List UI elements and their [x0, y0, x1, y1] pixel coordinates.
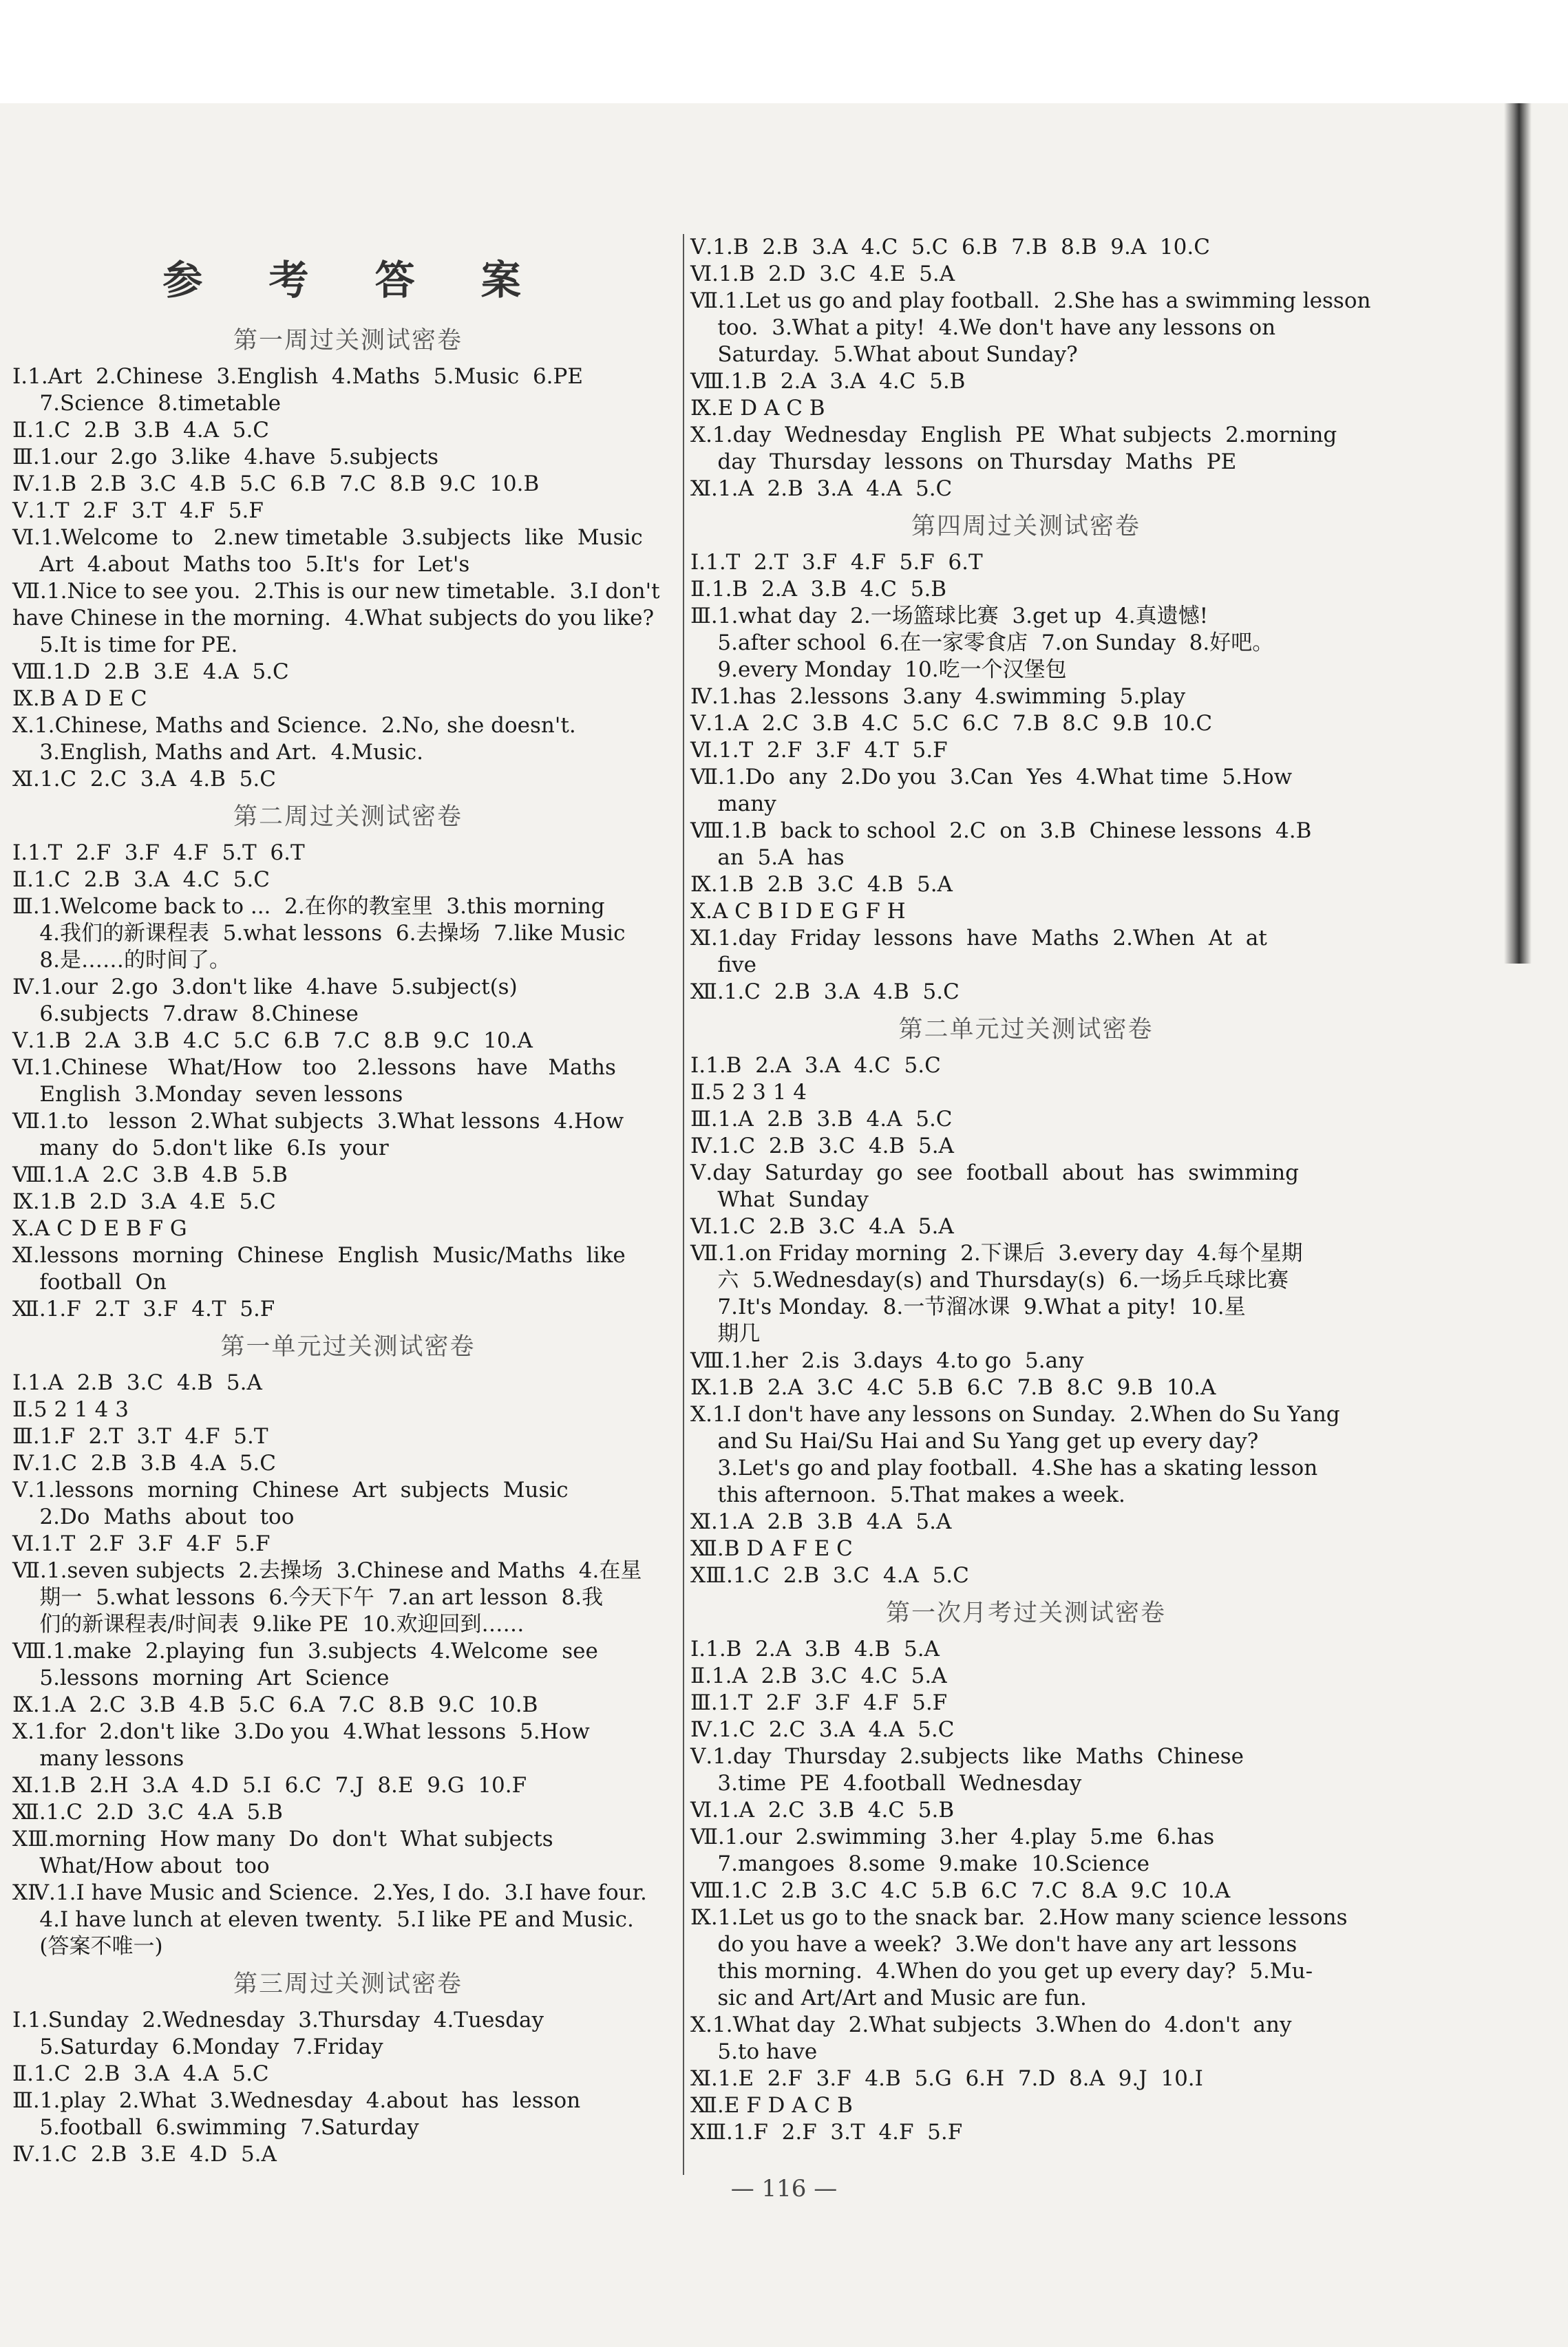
- answer-line: Ⅺ.1.E 2.F 3.F 4.B 5.G 6.H 7.D 8.A 9.J 10.I: [690, 2066, 1203, 2091]
- answer-line: Ⅹ.A C D E B F G: [12, 1216, 187, 1241]
- answer-line: Ⅺ.1.B 2.H 3.A 4.D 5.I 6.C 7.J 8.E 9.G 10.F: [12, 1773, 527, 1798]
- answer-line: 六 5.Wednesday(s) and Thursday(s) 6.一场乒乓球比赛: [690, 1268, 1289, 1293]
- answer-line: Ⅸ.1.B 2.D 3.A 4.E 5.C: [12, 1189, 276, 1214]
- answer-line: ⅩⅢ.morning How many Do don't What subjects: [12, 1827, 553, 1851]
- answer-line: 7.It's Monday. 8.一节溜冰课 9.What a pity! 10.星: [690, 1295, 1246, 1319]
- answer-line: and Su Hai/Su Hai and Su Yang get up every day?: [690, 1429, 1259, 1454]
- answer-line: Ⅻ.1.C 2.B 3.A 4.B 5.C: [690, 979, 960, 1004]
- answer-line: sic and Art/Art and Music are fun.: [690, 1986, 1087, 2010]
- answer-line: Ⅲ.1.what day 2.一场篮球比赛 3.get up 4.真遗憾!: [690, 604, 1209, 628]
- page-number: — 116 —: [730, 2175, 838, 2202]
- answer-line: 3.time PE 4.football Wednesday: [690, 1771, 1082, 1796]
- answer-line: What Sunday: [690, 1187, 869, 1212]
- answer-line: an 5.A has: [690, 845, 845, 870]
- answer-line: Ⅶ.1.Do any 2.Do you 3.Can Yes 4.What time 5.How: [690, 765, 1293, 789]
- answer-line: Ⅱ.1.C 2.B 3.A 4.C 5.C: [12, 867, 270, 892]
- answer-line: Ⅷ.1.B 2.A 3.A 4.C 5.B: [690, 369, 966, 394]
- answer-line: Ⅱ.5 2 3 1 4: [690, 1080, 807, 1105]
- answer-line: Ⅺ.1.C 2.C 3.A 4.B 5.C: [12, 767, 276, 792]
- answer-line: many lessons: [12, 1746, 184, 1771]
- answer-line: Ⅳ.1.C 2.B 3.B 4.A 5.C: [12, 1451, 276, 1476]
- section-heading: 第二单元过关测试密卷: [898, 1016, 1154, 1043]
- answer-line: Ⅹ.1.day Wednesday English PE What subjects 2.morning: [690, 423, 1337, 447]
- answer-line: 5.lessons morning Art Science: [12, 1666, 390, 1690]
- scan-edge-shadow: [1504, 103, 1532, 964]
- right-column: [690, 234, 1371, 2146]
- answer-line: Ⅵ.1.A 2.C 3.B 4.C 5.B: [690, 1798, 955, 1823]
- answer-line: Ⅲ.1.A 2.B 3.B 4.A 5.C: [690, 1107, 953, 1132]
- left-column: [12, 248, 684, 2168]
- answer-line: do you have a week? 3.We don't have any art lessons: [690, 1932, 1297, 1957]
- answer-line: Ⅹ.1.Chinese, Maths and Science. 2.No, she doesn't.: [12, 713, 576, 738]
- answer-line: 7.mangoes 8.some 9.make 10.Science: [690, 1851, 1150, 1876]
- answer-line: Ⅻ.1.F 2.T 3.F 4.T 5.F: [12, 1297, 275, 1321]
- answer-line: English 3.Monday seven lessons: [12, 1082, 403, 1107]
- answer-line: Ⅸ.1.A 2.C 3.B 4.B 5.C 6.A 7.C 8.B 9.C 10.B: [12, 1692, 538, 1717]
- answer-line: Ⅵ.1.B 2.D 3.C 4.E 5.A: [690, 262, 955, 286]
- right-sections: [690, 234, 1371, 2146]
- answer-line: Ⅸ.1.B 2.B 3.C 4.B 5.A: [690, 872, 953, 897]
- answer-line: ⅩⅣ.1.I have Music and Science. 2.Yes, I do. 3.I have four.: [12, 1880, 647, 1905]
- answer-line: Ⅰ.1.B 2.A 3.B 4.B 5.A: [690, 1637, 940, 1661]
- answer-line: Ⅻ.1.C 2.D 3.C 4.A 5.B: [12, 1800, 283, 1825]
- answer-line: Ⅲ.1.Welcome back to ... 2.在你的教室里 3.this morning: [12, 894, 605, 919]
- answer-line: Ⅸ.E D A C B: [690, 396, 825, 421]
- answer-line: this afternoon. 5.That makes a week.: [690, 1483, 1125, 1507]
- answer-line: Ⅵ.1.Welcome to 2.new timetable 3.subjects like Music: [12, 525, 643, 550]
- answer-line: Ⅰ.1.T 2.F 3.F 4.F 5.T 6.T: [12, 840, 305, 865]
- answer-line: many do 5.don't like 6.Is your: [12, 1136, 389, 1160]
- answer-line: What/How about too: [12, 1854, 270, 1878]
- answer-line: Ⅶ.1.our 2.swimming 3.her 4.play 5.me 6.has: [690, 1825, 1215, 1849]
- answer-line: Ⅴ.1.T 2.F 3.T 4.F 5.F: [12, 498, 264, 523]
- answer-line: Ⅸ.B A D E C: [12, 686, 147, 711]
- answer-line: Ⅶ.1.Let us go and play football. 2.She has a swimming lesson: [690, 288, 1371, 313]
- answer-line: 6.subjects 7.draw 8.Chinese: [12, 1001, 359, 1026]
- section-heading: 第三周过关测试密卷: [233, 1971, 463, 1998]
- section-heading: 第四周过关测试密卷: [911, 513, 1141, 540]
- answer-line: Ⅲ.1.F 2.T 3.T 4.F 5.T: [12, 1424, 268, 1449]
- answer-line: Ⅸ.1.Let us go to the snack bar. 2.How many science lessons: [690, 1905, 1348, 1930]
- answer-line: Ⅲ.1.play 2.What 3.Wednesday 4.about has lesson: [12, 2088, 581, 2113]
- answer-line: Ⅵ.1.T 2.F 3.F 4.T 5.F: [690, 738, 948, 763]
- answer-line: many: [690, 792, 776, 816]
- answer-line: Ⅳ.1.C 2.B 3.E 4.D 5.A: [12, 2142, 277, 2167]
- answer-line: day Thursday lessons on Thursday Maths PE: [690, 449, 1237, 474]
- answer-line: Ⅷ.1.B back to school 2.C on 3.B Chinese lessons 4.B: [690, 818, 1312, 843]
- section-heading: 第一次月考过关测试密卷: [885, 1600, 1166, 1627]
- answer-line: Ⅲ.1.T 2.F 3.F 4.F 5.F: [690, 1690, 948, 1715]
- answer-line: 4.I have lunch at eleven twenty. 5.I like PE and Music.: [12, 1907, 634, 1932]
- answer-line: Ⅺ.1.day Friday lessons have Maths 2.When At at: [690, 926, 1267, 951]
- answer-line: Ⅸ.1.B 2.A 3.C 4.C 5.B 6.C 7.B 8.C 9.B 10.A: [690, 1375, 1216, 1400]
- answer-line: Ⅹ.A C B I D E G F H: [690, 899, 906, 924]
- answer-line: Ⅱ.1.B 2.A 3.B 4.C 5.B: [690, 577, 947, 602]
- answer-line: Ⅴ.1.B 2.B 3.A 4.C 5.C 6.B 7.B 8.B 9.A 10.C: [690, 235, 1210, 259]
- answer-line: Ⅹ.1.for 2.don't like 3.Do you 4.What lessons 5.How: [12, 1719, 590, 1744]
- answer-line: Ⅱ.5 2 1 4 3: [12, 1397, 129, 1422]
- answer-line: Ⅱ.1.C 2.B 3.A 4.A 5.C: [12, 2061, 269, 2086]
- answer-line: 8.是……的时间了。: [12, 948, 231, 973]
- answer-line: 9.every Monday 10.吃一个汉堡包: [690, 657, 1067, 682]
- answer-line: 5.Saturday 6.Monday 7.Friday: [12, 2035, 383, 2059]
- section-heading: 第二周过关测试密卷: [233, 803, 463, 831]
- answer-line: ⅩⅢ.1.F 2.F 3.T 4.F 5.F: [690, 2120, 963, 2145]
- answer-line: five: [690, 953, 756, 977]
- answer-line: Ⅴ.1.day Thursday 2.subjects like Maths Chinese: [690, 1744, 1244, 1769]
- left-sections: [12, 323, 684, 2168]
- answer-line: this morning. 4.When do you get up every day? 5.Mu-: [690, 1959, 1313, 1984]
- answer-line: Ⅷ.1.make 2.playing fun 3.subjects 4.Welcome see: [12, 1639, 598, 1664]
- answer-line: Ⅷ.1.her 2.is 3.days 4.to go 5.any: [690, 1348, 1084, 1373]
- answer-line: 们的新课程表/时间表 9.like PE 10.欢迎回到……: [12, 1612, 525, 1637]
- answer-line: Ⅳ.1.our 2.go 3.don't like 4.have 5.subject(s): [12, 975, 518, 999]
- answer-line: Ⅷ.1.C 2.B 3.C 4.C 5.B 6.C 7.C 8.A 9.C 10.A: [690, 1878, 1231, 1903]
- answer-line: Ⅱ.1.C 2.B 3.B 4.A 5.C: [12, 418, 270, 443]
- answer-line: Ⅺ.lessons morning Chinese English Music/Maths like: [12, 1243, 626, 1268]
- page-top-margin: [0, 0, 1568, 103]
- answer-line: Ⅰ.1.A 2.B 3.C 4.B 5.A: [12, 1370, 262, 1395]
- section-heading: 第一单元过关测试密卷: [220, 1333, 476, 1361]
- answer-line: Ⅰ.1.Sunday 2.Wednesday 3.Thursday 4.Tuesday: [12, 2008, 544, 2032]
- answer-line: Ⅳ.1.C 2.B 3.C 4.B 5.A: [690, 1134, 954, 1158]
- answer-line: Ⅶ.1.on Friday morning 2.下课后 3.every day 4.每个星期: [690, 1241, 1303, 1266]
- answer-line: Ⅺ.1.A 2.B 3.A 4.A 5.C: [690, 476, 953, 501]
- answer-line: Ⅵ.1.Chinese What/How too 2.lessons have Maths: [12, 1055, 616, 1080]
- section-heading: 第一周过关测试密卷: [233, 327, 463, 354]
- answer-line: 4.我们的新课程表 5.what lessons 6.去操场 7.like Music: [12, 921, 626, 946]
- answer-line: 期一 5.what lessons 6.今天下午 7.an art lesson 8.我: [12, 1585, 604, 1610]
- answer-line: Ⅵ.1.C 2.B 3.C 4.A 5.A: [690, 1214, 954, 1239]
- answer-line: Ⅷ.1.D 2.B 3.E 4.A 5.C: [12, 659, 289, 684]
- answer-line: Ⅳ.1.has 2.lessons 3.any 4.swimming 5.play: [690, 684, 1186, 709]
- answer-line: Ⅳ.1.C 2.C 3.A 4.A 5.C: [690, 1717, 955, 1742]
- answer-line: 5.football 6.swimming 7.Saturday: [12, 2115, 419, 2140]
- answer-line: Ⅹ.1.What day 2.What subjects 3.When do 4.don't any: [690, 2013, 1292, 2037]
- answer-line: Ⅳ.1.B 2.B 3.C 4.B 5.C 6.B 7.C 8.B 9.C 10.B: [12, 471, 540, 496]
- answer-line: Ⅰ.1.T 2.T 3.F 4.F 5.F 6.T: [690, 550, 983, 575]
- answer-line: Ⅵ.1.T 2.F 3.F 4.F 5.F: [12, 1531, 271, 1556]
- answer-line: Ⅶ.1.Nice to see you. 2.This is our new timetable. 3.I don't: [12, 579, 660, 604]
- answer-line: Ⅲ.1.our 2.go 3.like 4.have 5.subjects: [12, 445, 439, 469]
- answer-line: Art 4.about Maths too 5.It's for Let's: [12, 552, 470, 577]
- answer-line: Ⅻ.B D A F E C: [690, 1536, 853, 1561]
- answer-line: Ⅶ.1.to lesson 2.What subjects 3.What lessons 4.How: [12, 1109, 624, 1134]
- answer-line: too. 3.What a pity! 4.We don't have any lessons on: [690, 315, 1276, 340]
- answer-line: Ⅶ.1.seven subjects 2.去操场 3.Chinese and Maths 4.在星: [12, 1558, 642, 1583]
- answer-line: 5.after school 6.在一家零食店 7.on Sunday 8.好吧。: [690, 630, 1274, 655]
- answer-line: football On: [12, 1270, 167, 1295]
- answer-line: 3.Let's go and play football. 4.She has a skating lesson: [690, 1456, 1318, 1480]
- answer-line: Ⅴ.1.A 2.C 3.B 4.C 5.C 6.C 7.B 8.C 9.B 10.C: [690, 711, 1213, 736]
- answer-line: Ⅰ.1.B 2.A 3.A 4.C 5.C: [690, 1053, 941, 1078]
- page-title: 参 考 答 案: [162, 257, 547, 304]
- answer-line: (答案不唯一): [12, 1934, 163, 1959]
- answer-line: have Chinese in the morning. 4.What subjects do you like?: [12, 606, 655, 630]
- answer-line: 5.to have: [690, 2039, 818, 2064]
- answer-line: Saturday. 5.What about Sunday?: [690, 342, 1078, 367]
- answer-line: Ⅻ.E F D A C B: [690, 2093, 853, 2118]
- answer-line: Ⅴ.1.lessons morning Chinese Art subjects Music: [12, 1478, 569, 1502]
- answer-line: Ⅺ.1.A 2.B 3.B 4.A 5.A: [690, 1509, 952, 1534]
- answer-line: Ⅹ.1.I don't have any lessons on Sunday. 2.When do Su Yang: [690, 1402, 1340, 1427]
- answer-line: 5.It is time for PE.: [12, 633, 238, 657]
- answer-line: Ⅰ.1.Art 2.Chinese 3.English 4.Maths 5.Music 6.PE: [12, 364, 584, 389]
- answer-line: 期几: [690, 1321, 761, 1346]
- answer-line: Ⅴ.day Saturday go see football about has swimming: [690, 1160, 1299, 1185]
- answer-line: 3.English, Maths and Art. 4.Music.: [12, 740, 423, 765]
- answer-line: Ⅷ.1.A 2.C 3.B 4.B 5.B: [12, 1162, 288, 1187]
- answer-line: Ⅱ.1.A 2.B 3.C 4.C 5.A: [690, 1664, 947, 1688]
- answer-line: 7.Science 8.timetable: [12, 391, 281, 416]
- answer-line: Ⅴ.1.B 2.A 3.B 4.C 5.C 6.B 7.C 8.B 9.C 10.A: [12, 1028, 533, 1053]
- answer-line: 2.Do Maths about too: [12, 1505, 295, 1529]
- column-divider: [683, 234, 684, 2175]
- answer-line: ⅩⅢ.1.C 2.B 3.C 4.A 5.C: [690, 1563, 969, 1588]
